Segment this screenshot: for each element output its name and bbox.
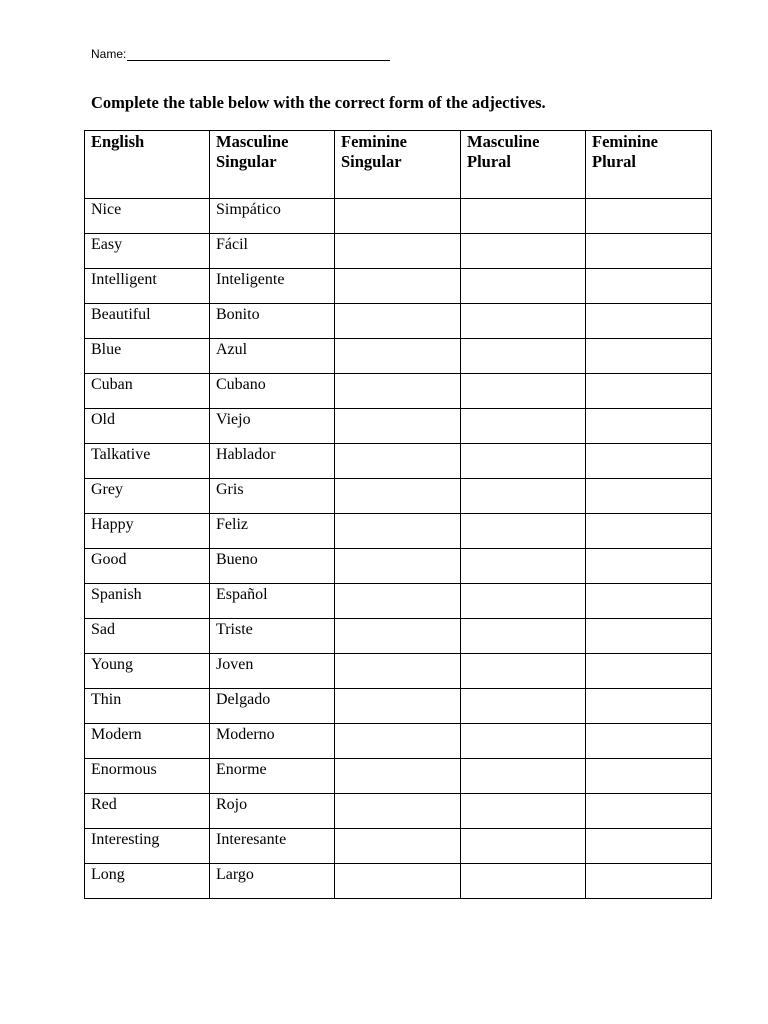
english-cell: Grey: [85, 479, 210, 514]
header-feminine-plural-line2: Plural: [592, 152, 636, 171]
masculine-singular-cell: Inteligente: [210, 269, 335, 304]
feminine-singular-blank[interactable]: [335, 304, 461, 339]
feminine-singular-blank[interactable]: [335, 584, 461, 619]
english-cell: Talkative: [85, 444, 210, 479]
table-row: [85, 759, 712, 794]
masculine-singular-cell: Delgado: [210, 689, 335, 724]
table-row: [85, 794, 712, 829]
table-row: [85, 339, 712, 374]
feminine-singular-blank[interactable]: [335, 759, 461, 794]
masculine-singular-cell: Bonito: [210, 304, 335, 339]
english-cell: Old: [85, 409, 210, 444]
masculine-plural-blank[interactable]: [461, 759, 586, 794]
masculine-singular-cell: Feliz: [210, 514, 335, 549]
masculine-plural-blank[interactable]: [461, 689, 586, 724]
feminine-plural-blank[interactable]: [586, 479, 712, 514]
masculine-singular-cell: Simpático: [210, 199, 335, 234]
english-cell: Beautiful: [85, 304, 210, 339]
masculine-singular-cell: Azul: [210, 339, 335, 374]
table-row: [85, 304, 712, 339]
header-masculine-singular-line2: Singular: [216, 152, 277, 171]
table-row: [85, 374, 712, 409]
feminine-plural-blank[interactable]: [586, 864, 712, 899]
feminine-plural-blank[interactable]: [586, 689, 712, 724]
feminine-singular-blank[interactable]: [335, 199, 461, 234]
table-row: [85, 199, 712, 234]
table-row: [85, 444, 712, 479]
feminine-plural-blank[interactable]: [586, 514, 712, 549]
table-row: [85, 514, 712, 549]
masculine-plural-blank[interactable]: [461, 339, 586, 374]
english-cell: Nice: [85, 199, 210, 234]
english-cell: Long: [85, 864, 210, 899]
header-masculine-plural-line2: Plural: [467, 152, 511, 171]
masculine-plural-blank[interactable]: [461, 269, 586, 304]
english-cell: Good: [85, 549, 210, 584]
name-blank-field[interactable]: [127, 46, 390, 61]
feminine-singular-blank[interactable]: [335, 794, 461, 829]
header-feminine-plural: [586, 131, 712, 199]
feminine-singular-blank[interactable]: [335, 479, 461, 514]
english-cell: Interesting: [85, 829, 210, 864]
table-row: [85, 829, 712, 864]
masculine-plural-blank[interactable]: [461, 619, 586, 654]
feminine-plural-blank[interactable]: [586, 409, 712, 444]
english-cell: Young: [85, 654, 210, 689]
feminine-singular-blank[interactable]: [335, 619, 461, 654]
feminine-plural-blank[interactable]: [586, 304, 712, 339]
header-feminine-singular: [335, 131, 461, 199]
feminine-plural-blank[interactable]: [586, 829, 712, 864]
masculine-plural-blank[interactable]: [461, 829, 586, 864]
english-cell: Happy: [85, 514, 210, 549]
masculine-singular-cell: Español: [210, 584, 335, 619]
masculine-plural-blank[interactable]: [461, 794, 586, 829]
feminine-singular-blank[interactable]: [335, 829, 461, 864]
table-body: [85, 199, 712, 899]
table-row: [85, 269, 712, 304]
masculine-plural-blank[interactable]: [461, 549, 586, 584]
masculine-plural-blank[interactable]: [461, 234, 586, 269]
masculine-plural-blank[interactable]: [461, 864, 586, 899]
instructions: Complete the table below with the correct form of the adjectives.: [91, 93, 546, 112]
english-cell: Red: [85, 794, 210, 829]
masculine-plural-blank[interactable]: [461, 479, 586, 514]
english-cell: Sad: [85, 619, 210, 654]
header-feminine-plural-line1: Feminine: [592, 132, 658, 151]
masculine-singular-cell: Cubano: [210, 374, 335, 409]
feminine-plural-blank[interactable]: [586, 759, 712, 794]
feminine-singular-blank[interactable]: [335, 864, 461, 899]
feminine-singular-blank[interactable]: [335, 724, 461, 759]
table-row: [85, 689, 712, 724]
masculine-singular-cell: Bueno: [210, 549, 335, 584]
header-english: [85, 131, 210, 199]
masculine-singular-cell: Largo: [210, 864, 335, 899]
english-cell: Spanish: [85, 584, 210, 619]
table-row: [85, 549, 712, 584]
masculine-plural-blank[interactable]: [461, 724, 586, 759]
masculine-singular-cell: Enorme: [210, 759, 335, 794]
english-cell: Blue: [85, 339, 210, 374]
feminine-plural-blank[interactable]: [586, 794, 712, 829]
table-row: [85, 584, 712, 619]
feminine-plural-blank[interactable]: [586, 724, 712, 759]
english-cell: Intelligent: [85, 269, 210, 304]
table-row: [85, 409, 712, 444]
feminine-singular-blank[interactable]: [335, 269, 461, 304]
masculine-plural-blank[interactable]: [461, 654, 586, 689]
masculine-plural-blank[interactable]: [461, 444, 586, 479]
english-cell: Easy: [85, 234, 210, 269]
english-cell: Thin: [85, 689, 210, 724]
feminine-plural-blank[interactable]: [586, 549, 712, 584]
feminine-plural-blank[interactable]: [586, 654, 712, 689]
masculine-singular-cell: Joven: [210, 654, 335, 689]
header-masculine-plural: [461, 131, 586, 199]
feminine-plural-blank[interactable]: [586, 199, 712, 234]
table-row: [85, 619, 712, 654]
masculine-singular-cell: Gris: [210, 479, 335, 514]
name-label: Name:: [91, 47, 127, 61]
table-row: [85, 724, 712, 759]
name-line: [91, 46, 390, 61]
masculine-singular-cell: Interesante: [210, 829, 335, 864]
masculine-singular-cell: Moderno: [210, 724, 335, 759]
masculine-singular-cell: Hablador: [210, 444, 335, 479]
header-masculine-singular: [210, 131, 335, 199]
feminine-singular-blank[interactable]: [335, 339, 461, 374]
feminine-singular-blank[interactable]: [335, 689, 461, 724]
feminine-singular-blank[interactable]: [335, 374, 461, 409]
masculine-singular-cell: Rojo: [210, 794, 335, 829]
feminine-plural-blank[interactable]: [586, 584, 712, 619]
feminine-singular-blank[interactable]: [335, 444, 461, 479]
feminine-plural-blank[interactable]: [586, 374, 712, 409]
header-masculine-plural-line1: Masculine: [467, 132, 540, 151]
adjectives-table: [84, 130, 712, 899]
feminine-plural-blank[interactable]: [586, 269, 712, 304]
feminine-singular-blank[interactable]: [335, 654, 461, 689]
feminine-plural-blank[interactable]: [586, 339, 712, 374]
masculine-plural-blank[interactable]: [461, 374, 586, 409]
english-cell: Enormous: [85, 759, 210, 794]
masculine-plural-blank[interactable]: [461, 514, 586, 549]
table-row: [85, 234, 712, 269]
table-row: [85, 864, 712, 899]
masculine-singular-cell: Viejo: [210, 409, 335, 444]
header-feminine-singular-line2: Singular: [341, 152, 402, 171]
feminine-plural-blank[interactable]: [586, 234, 712, 269]
table-header-row: [85, 131, 712, 199]
masculine-plural-blank[interactable]: [461, 409, 586, 444]
table-row: [85, 654, 712, 689]
feminine-singular-blank[interactable]: [335, 409, 461, 444]
masculine-plural-blank[interactable]: [461, 304, 586, 339]
english-cell: Cuban: [85, 374, 210, 409]
masculine-singular-cell: Fácil: [210, 234, 335, 269]
feminine-singular-blank[interactable]: [335, 549, 461, 584]
header-masculine-singular-line1: Masculine: [216, 132, 289, 151]
masculine-plural-blank[interactable]: [461, 584, 586, 619]
english-cell: Modern: [85, 724, 210, 759]
feminine-plural-blank[interactable]: [586, 619, 712, 654]
table-row: [85, 479, 712, 514]
feminine-singular-blank[interactable]: [335, 234, 461, 269]
header-feminine-singular-line1: Feminine: [341, 132, 407, 151]
masculine-singular-cell: Triste: [210, 619, 335, 654]
masculine-plural-blank[interactable]: [461, 199, 586, 234]
feminine-plural-blank[interactable]: [586, 444, 712, 479]
header-english-label: English: [91, 132, 145, 151]
feminine-singular-blank[interactable]: [335, 514, 461, 549]
